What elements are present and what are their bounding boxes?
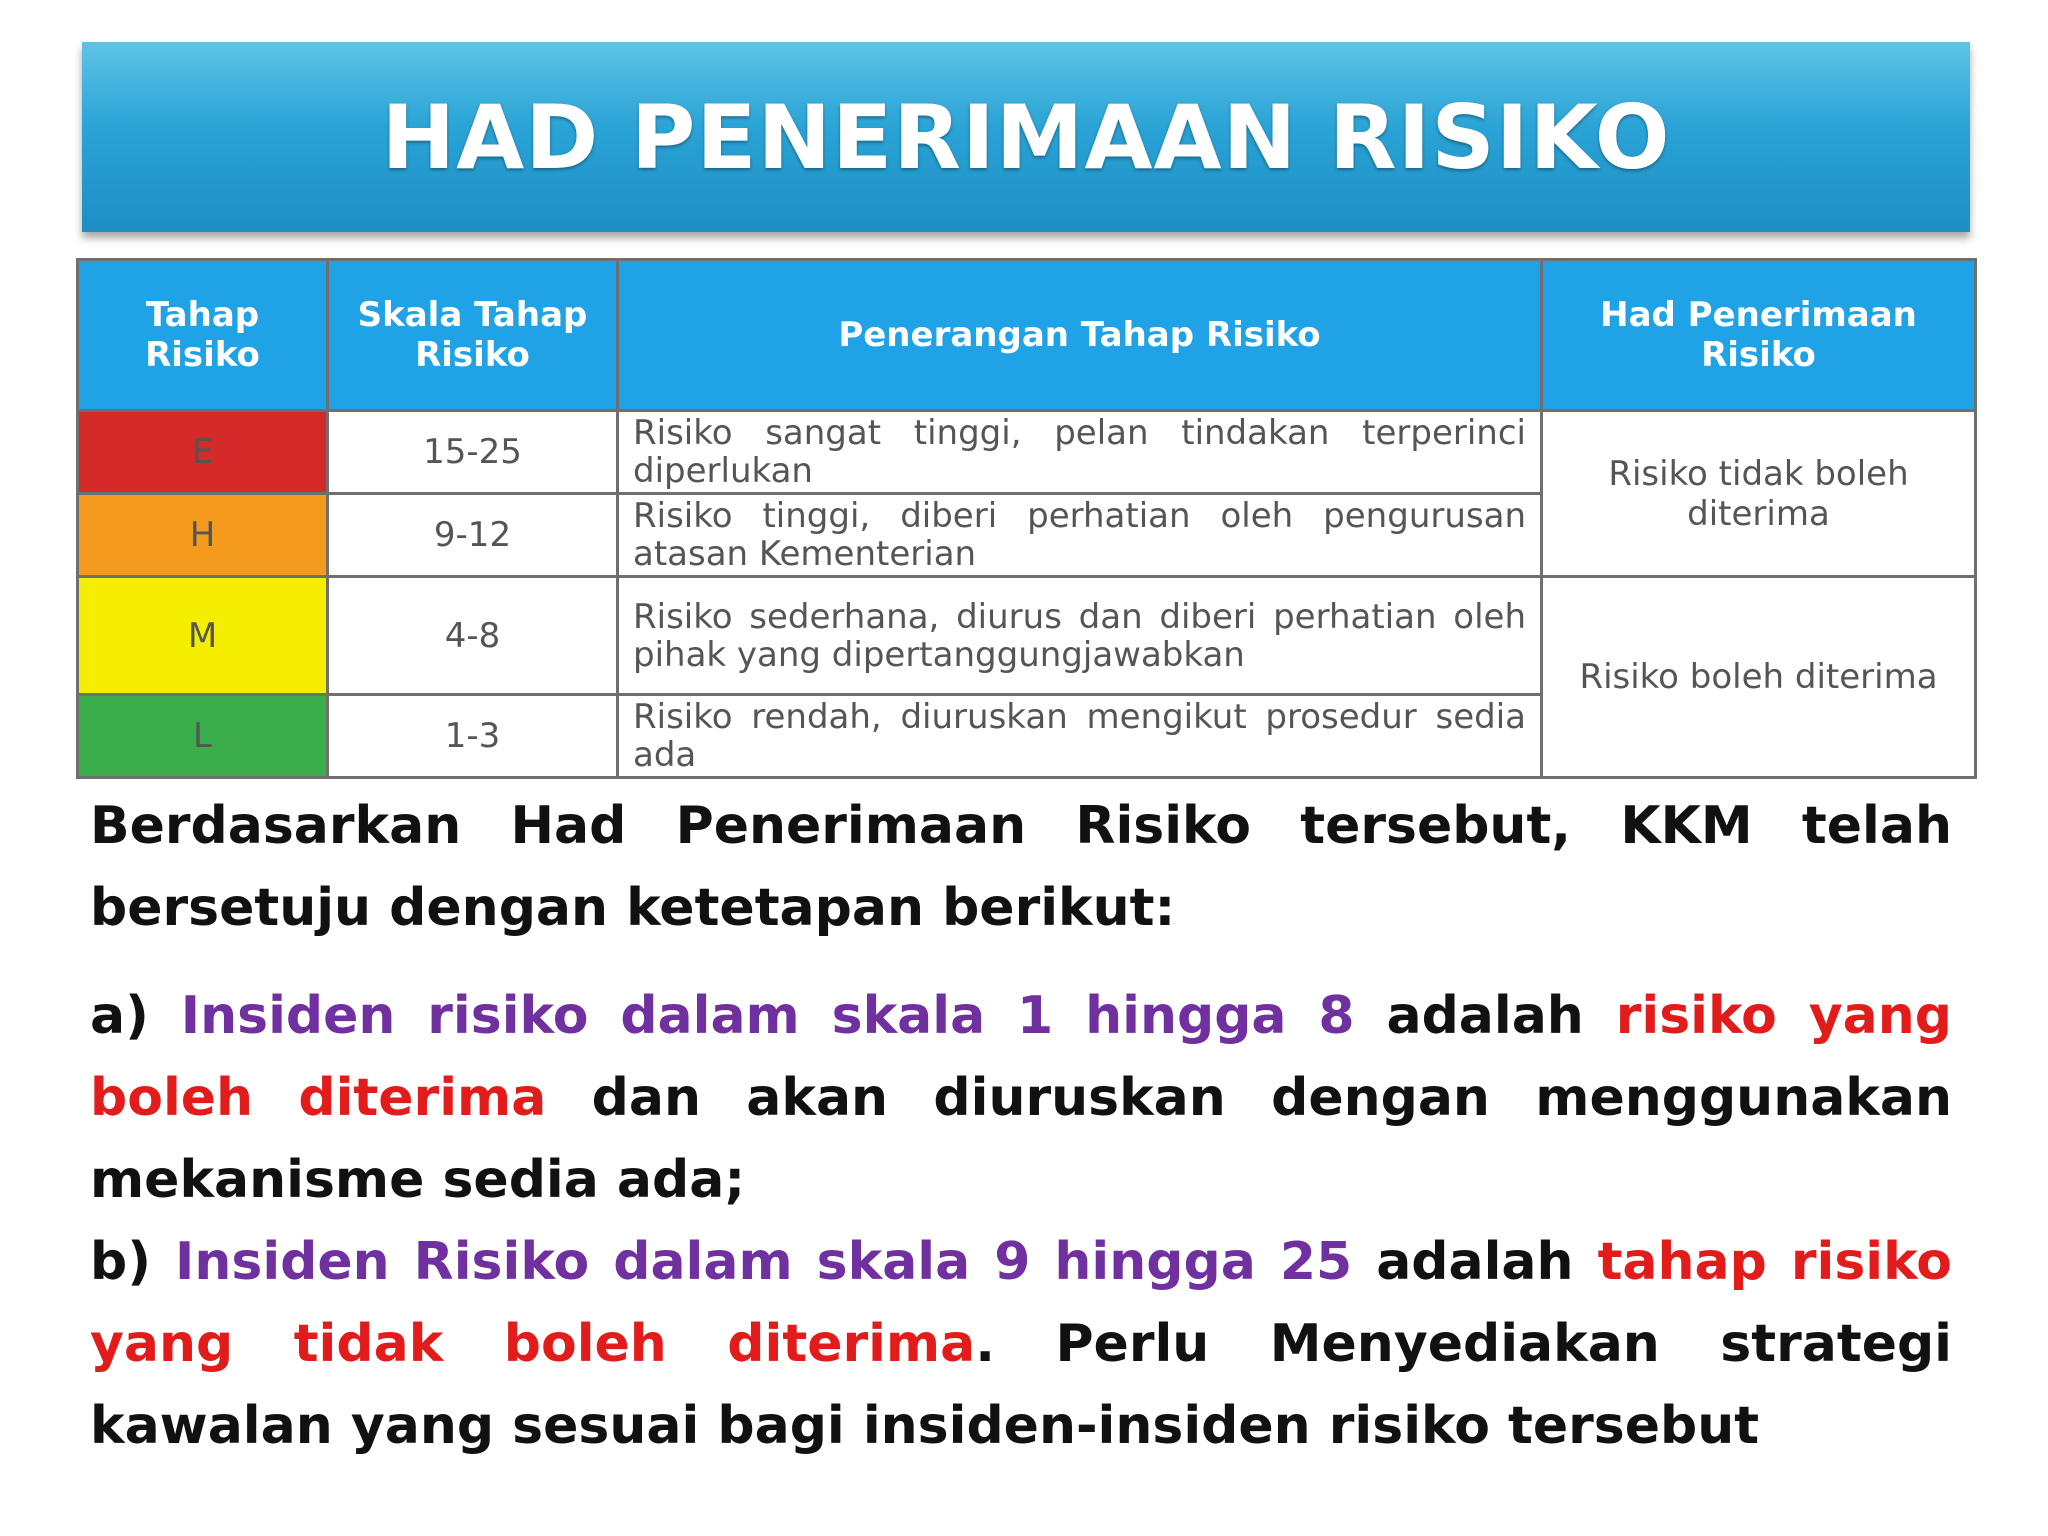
level-cell: M [78,577,328,695]
description-cell: Risiko sangat tinggi, pelan tindakan terperinci diperlukan [618,411,1542,494]
decision-item-a [90,975,1952,1221]
scale-cell: 4-8 [328,577,618,695]
description-cell: Risiko rendah, diuruskan mengikut prosedur sedia ada [618,695,1542,778]
description-cell: Risiko tinggi, diberi perhatian oleh pengurusan atasan Kementerian [618,494,1542,577]
level-cell: H [78,494,328,577]
item-b-acceptance-highlight: tahap risiko yang tidak boleh diterima [90,1232,1953,1374]
item-b-scale-highlight: Insiden Risiko dalam skala 9 hingga 25 [175,1232,1353,1292]
scale-cell: 15-25 [328,411,618,494]
risk-acceptance-table [76,258,1977,779]
page-title: HAD PENERIMAAN RISIKO [381,85,1671,189]
item-b-rest: . Perlu Menyediakan strategi kawalan yang sesuai bagi insiden-insiden risiko tersebut [90,1314,1953,1456]
header-had-penerimaan: Had Penerimaan Risiko [1542,260,1976,411]
scale-cell: 1-3 [328,695,618,778]
table-header-row [78,260,1976,411]
level-cell: E [78,411,328,494]
item-a-scale-highlight: Insiden risiko dalam skala 1 hingga 8 [180,986,1355,1046]
decision-list [90,975,1952,1467]
header-skala-tahap-risiko: Skala Tahap Risiko [328,260,618,411]
level-cell: L [78,695,328,778]
table-row [78,411,1976,494]
title-banner [82,42,1970,232]
header-penerangan: Penerangan Tahap Risiko [618,260,1542,411]
item-b-prefix: b) [90,1232,176,1292]
decision-item-b [90,1221,1952,1467]
acceptance-cell-not-accepted: Risiko tidak boleh diterima [1542,411,1976,577]
item-a-mid: adalah [1354,986,1616,1046]
intro-paragraph: Berdasarkan Had Penerimaan Risiko tersebut, KKM telah bersetuju dengan ketetapan berikut: [90,796,1952,938]
scale-cell: 9-12 [328,494,618,577]
item-a-prefix: a) [90,986,181,1046]
description-cell: Risiko sederhana, diurus dan diberi perhatian oleh pihak yang dipertanggungjawabkan [618,577,1542,695]
item-a-acceptance-highlight: risiko yang boleh diterima [90,986,1952,1128]
acceptance-cell-accepted: Risiko boleh diterima [1542,577,1976,778]
table-row [78,577,1976,695]
header-tahap-risiko: Tahap Risiko [78,260,328,411]
item-b-mid: adalah [1352,1232,1598,1292]
item-a-rest: dan akan diuruskan dengan menggunakan mekanisme sedia ada; [90,1068,1953,1210]
